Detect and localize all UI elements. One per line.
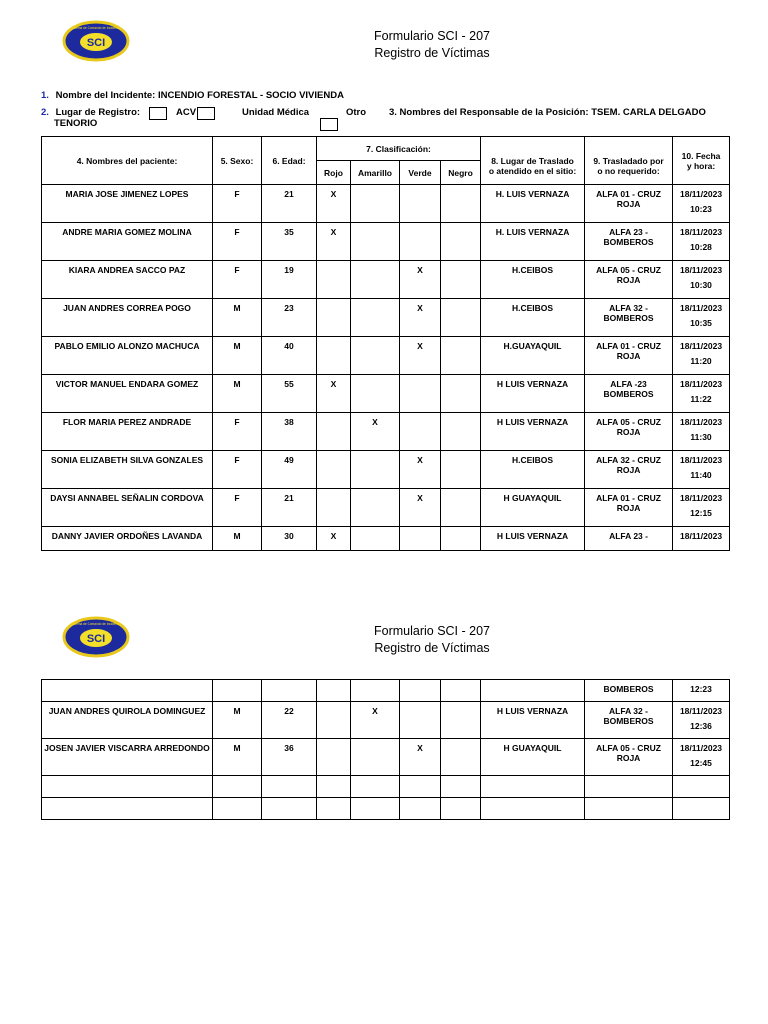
cell-sexo: F: [213, 413, 262, 451]
cell-amarillo: [351, 739, 400, 776]
cell-lugar: [481, 798, 585, 820]
sci-logo: [62, 20, 130, 62]
form-subtitle: Registro de Víctimas: [374, 641, 490, 655]
cell-trasladado: ALFA 05 - CRUZ ROJA: [585, 261, 673, 299]
cell-trasladado: ALFA 05 - CRUZ ROJA: [585, 739, 673, 776]
cell-nombre: JOSEN JAVIER VISCARRA ARREDONDO: [42, 739, 213, 776]
cell-hora: 11:40: [690, 470, 712, 480]
cell-verde: [400, 185, 441, 223]
cell-sexo: M: [213, 702, 262, 739]
cell-lugar: H.GUAYAQUIL: [481, 337, 585, 375]
cell-verde: X: [400, 451, 441, 489]
cell-fecha: 18/11/2023: [679, 341, 723, 351]
cell-amarillo: [351, 299, 400, 337]
cell-rojo: [317, 337, 351, 375]
col-amarillo-header: Amarillo: [351, 161, 400, 185]
cell-fecha-hora: [673, 299, 730, 337]
cell-trasladado: [585, 798, 673, 820]
cell-negro: [441, 451, 481, 489]
cell-edad: 36: [262, 739, 317, 776]
col-verde-header: Verde: [400, 161, 441, 185]
cell-nombre: JUAN ANDRES QUIROLA DOMINGUEZ: [42, 702, 213, 739]
cell-verde: [400, 375, 441, 413]
cell-lugar: [481, 680, 585, 702]
sci-logo: [62, 616, 130, 658]
cell-negro: [441, 702, 481, 739]
table-row: [42, 413, 730, 451]
cell-amarillo: [351, 375, 400, 413]
col-edad-header: 6. Edad:: [262, 137, 317, 185]
table-header-row: [42, 137, 730, 161]
cell-fecha: 18/11/2023: [679, 455, 723, 465]
cell-trasladado: [585, 776, 673, 798]
cell-trasladado: ALFA 32 - BOMBEROS: [585, 702, 673, 739]
cell-hora: 12:45: [690, 758, 712, 768]
cell-rojo: [317, 489, 351, 527]
cell-fecha-hora: [673, 776, 730, 798]
table-row: [42, 776, 730, 798]
cell-trasladado: ALFA 23 -: [585, 527, 673, 551]
cell-hora: 10:28: [690, 242, 712, 252]
cell-verde: X: [400, 337, 441, 375]
cell-lugar: H. LUIS VERNAZA: [481, 185, 585, 223]
cell-trasladado: ALFA -23 BOMBEROS: [585, 375, 673, 413]
cell-hora: 12:15: [690, 508, 712, 518]
cell-edad: [262, 776, 317, 798]
cell-amarillo: [351, 261, 400, 299]
table-row: [42, 798, 730, 820]
cell-sexo: F: [213, 223, 262, 261]
col-lugar-line1: 8. Lugar de Traslado: [491, 155, 574, 166]
acv-label: ACV: [176, 107, 197, 118]
cell-sexo: F: [213, 185, 262, 223]
cell-fecha: 18/11/2023: [679, 743, 723, 753]
cell-edad: 30: [262, 527, 317, 551]
incident-name: Nombre del Incidente: INCENDIO FORESTAL - SOCIO VIVIENDA: [55, 90, 344, 101]
cell-amarillo: [351, 451, 400, 489]
cell-nombre: DAYSI ANNABEL SEÑALIN CORDOVA: [42, 489, 213, 527]
cell-lugar: H LUIS VERNAZA: [481, 413, 585, 451]
cell-amarillo: [351, 798, 400, 820]
cell-sexo: F: [213, 451, 262, 489]
cell-nombre: [42, 776, 213, 798]
cell-sexo: [213, 680, 262, 702]
cell-verde: [400, 798, 441, 820]
table-row: [42, 337, 730, 375]
cell-trasladado: ALFA 01 - CRUZ ROJA: [585, 489, 673, 527]
cell-fecha: 18/11/2023: [679, 706, 723, 716]
cell-verde: X: [400, 489, 441, 527]
cell-fecha-hora: [673, 375, 730, 413]
cell-hora: 10:23: [690, 204, 712, 214]
cell-trasladado: ALFA 23 - BOMBEROS: [585, 223, 673, 261]
cell-nombre: VICTOR MANUEL ENDARA GOMEZ: [42, 375, 213, 413]
form-title: Formulario SCI - 207: [373, 624, 490, 638]
cell-amarillo: [351, 337, 400, 375]
cell-verde: [400, 413, 441, 451]
cell-sexo: [213, 776, 262, 798]
cell-fecha-hora: [673, 739, 730, 776]
col-lugar-line2: o atendido en el sitio:: [488, 165, 577, 176]
cell-rojo: [317, 798, 351, 820]
col-rojo-header: Rojo: [317, 161, 351, 185]
cell-lugar: H LUIS VERNAZA: [481, 527, 585, 551]
cell-amarillo: X: [351, 413, 400, 451]
field-number: 2.: [41, 107, 49, 118]
cell-nombre: JUAN ANDRES CORREA POGO: [42, 299, 213, 337]
cell-sexo: M: [213, 299, 262, 337]
cell-nombre: [42, 798, 213, 820]
cell-verde: [400, 776, 441, 798]
cell-negro: [441, 261, 481, 299]
cell-trasladado: BOMBEROS: [585, 680, 673, 702]
cell-lugar: H. LUIS VERNAZA: [481, 223, 585, 261]
cell-sexo: M: [213, 337, 262, 375]
cell-hora: 11:22: [690, 394, 712, 404]
cell-fecha-hora: [673, 527, 730, 551]
cell-amarillo: [351, 185, 400, 223]
cell-hora: 10:35: [690, 318, 712, 328]
logo-ring-text: Sistema de Comando de Incidentes: [70, 26, 122, 30]
col-lugar-header: [481, 137, 585, 185]
table-row: [42, 702, 730, 739]
cell-rojo: [317, 776, 351, 798]
cell-verde: [400, 223, 441, 261]
cell-rojo: [317, 739, 351, 776]
cell-negro: [441, 739, 481, 776]
cell-fecha-hora: [673, 798, 730, 820]
cell-edad: 38: [262, 413, 317, 451]
cell-fecha-hora: [673, 680, 730, 702]
cell-sexo: [213, 798, 262, 820]
cell-verde: [400, 680, 441, 702]
col-fecha-line2: y hora:: [686, 160, 716, 171]
cell-edad: 19: [262, 261, 317, 299]
cell-fecha: 18/11/2023: [679, 531, 723, 541]
cell-lugar: H.CEIBOS: [481, 451, 585, 489]
cell-negro: [441, 185, 481, 223]
cell-rojo: [317, 413, 351, 451]
col-fecha-line1: 10. Fecha: [681, 150, 721, 161]
cell-fecha: 18/11/2023: [679, 227, 723, 237]
cell-lugar: H.CEIBOS: [481, 299, 585, 337]
col-trasladado-line1: 9. Trasladado por: [593, 155, 664, 166]
cell-lugar: H GUAYAQUIL: [481, 739, 585, 776]
cell-fecha: 12:23: [690, 684, 712, 694]
cell-edad: [262, 798, 317, 820]
cell-fecha: 18/11/2023: [679, 417, 723, 427]
cell-negro: [441, 375, 481, 413]
cell-nombre: DANNY JAVIER ORDOÑES LAVANDA: [42, 527, 213, 551]
cell-negro: [441, 299, 481, 337]
cell-fecha: 18/11/2023: [679, 493, 723, 503]
cell-sexo: M: [213, 375, 262, 413]
cell-nombre: PABLO EMILIO ALONZO MACHUCA: [42, 337, 213, 375]
cell-trasladado: ALFA 32 - BOMBEROS: [585, 299, 673, 337]
field-number: 1.: [41, 90, 49, 101]
cell-amarillo: [351, 680, 400, 702]
cell-lugar: H LUIS VERNAZA: [481, 702, 585, 739]
cell-amarillo: X: [351, 702, 400, 739]
cell-nombre: [42, 680, 213, 702]
cell-rojo: X: [317, 223, 351, 261]
checkbox-unnamed[interactable]: [149, 107, 167, 120]
cell-verde: X: [400, 739, 441, 776]
logo-ring-text: Sistema de Comando de Incidentes: [70, 622, 122, 626]
cell-lugar: [481, 776, 585, 798]
col-sexo-header: 5. Sexo:: [213, 137, 262, 185]
cell-nombre: SONIA ELIZABETH SILVA GONZALES: [42, 451, 213, 489]
cell-verde: X: [400, 261, 441, 299]
cell-amarillo: [351, 776, 400, 798]
col-trasladado-line2: o no requerido:: [597, 165, 660, 176]
cell-edad: 55: [262, 375, 317, 413]
logo-text: SCI: [86, 37, 106, 49]
victims-table: [41, 136, 730, 551]
form-subtitle: Registro de Víctimas: [374, 46, 490, 60]
col-clasificacion-header: 7. Clasificación:: [317, 137, 481, 161]
cell-verde: [400, 527, 441, 551]
checkbox-otro[interactable]: [320, 118, 338, 131]
col-nombre-header: 4. Nombres del paciente:: [42, 137, 213, 185]
cell-edad: 49: [262, 451, 317, 489]
checkbox-acv[interactable]: [197, 107, 215, 120]
cell-edad: 35: [262, 223, 317, 261]
cell-fecha-hora: [673, 451, 730, 489]
cell-rojo: [317, 702, 351, 739]
table-row: [42, 261, 730, 299]
cell-fecha-hora: [673, 223, 730, 261]
cell-negro: [441, 489, 481, 527]
victims-table-continued: [41, 679, 730, 820]
cell-negro: [441, 413, 481, 451]
cell-sexo: F: [213, 261, 262, 299]
table-row: [42, 451, 730, 489]
cell-rojo: X: [317, 375, 351, 413]
cell-negro: [441, 337, 481, 375]
table-row: [42, 299, 730, 337]
cell-hora: 11:20: [690, 356, 712, 366]
cell-negro: [441, 527, 481, 551]
cell-fecha-hora: [673, 413, 730, 451]
cell-sexo: F: [213, 489, 262, 527]
cell-fecha-hora: [673, 337, 730, 375]
cell-trasladado: ALFA 01 - CRUZ ROJA: [585, 337, 673, 375]
cell-verde: X: [400, 299, 441, 337]
cell-edad: [262, 680, 317, 702]
cell-rojo: [317, 680, 351, 702]
responsable-label: 3. Nombres del Responsable de la Posición: TSEM. CARLA DELGADO: [389, 107, 706, 118]
cell-negro: [441, 798, 481, 820]
cell-hora: 12:36: [690, 721, 712, 731]
col-fecha-header: [673, 137, 730, 185]
col-trasladado-header: [585, 137, 673, 185]
cell-rojo: [317, 261, 351, 299]
col-negro-header: Negro: [441, 161, 481, 185]
cell-amarillo: [351, 489, 400, 527]
form-title-block: [312, 28, 552, 62]
cell-edad: 23: [262, 299, 317, 337]
cell-rojo: X: [317, 527, 351, 551]
cell-sexo: M: [213, 739, 262, 776]
cell-edad: 22: [262, 702, 317, 739]
cell-hora: 10:30: [690, 280, 712, 290]
lugar-registro-label: Lugar de Registro:: [55, 107, 141, 118]
cell-edad: 21: [262, 185, 317, 223]
cell-trasladado: ALFA 32 - CRUZ ROJA: [585, 451, 673, 489]
cell-fecha: 18/11/2023: [679, 189, 723, 199]
cell-amarillo: [351, 223, 400, 261]
registro-line: [41, 107, 140, 118]
cell-negro: [441, 680, 481, 702]
table-row: [42, 223, 730, 261]
cell-lugar: H LUIS VERNAZA: [481, 375, 585, 413]
unidad-medica-label: Unidad Médica: [242, 107, 310, 118]
cell-nombre: MARIA JOSE JIMENEZ LOPES: [42, 185, 213, 223]
incident-line: [41, 90, 344, 101]
logo-text: SCI: [86, 633, 106, 645]
cell-fecha-hora: [673, 261, 730, 299]
cell-fecha-hora: [673, 489, 730, 527]
cell-verde: [400, 702, 441, 739]
cell-fecha: 18/11/2023: [679, 265, 723, 275]
form-title-block-page2: [312, 623, 552, 657]
cell-negro: [441, 776, 481, 798]
responsable-continuation: TENORIO: [54, 118, 98, 129]
cell-trasladado: ALFA 05 - CRUZ ROJA: [585, 413, 673, 451]
table-row: [42, 489, 730, 527]
table-row: [42, 185, 730, 223]
cell-hora: 11:30: [690, 432, 712, 442]
cell-fecha-hora: [673, 185, 730, 223]
table-row: [42, 375, 730, 413]
form-title: Formulario SCI - 207: [373, 29, 490, 43]
cell-rojo: [317, 451, 351, 489]
cell-trasladado: ALFA 01 - CRUZ ROJA: [585, 185, 673, 223]
cell-rojo: [317, 299, 351, 337]
cell-negro: [441, 223, 481, 261]
cell-rojo: X: [317, 185, 351, 223]
cell-fecha: 18/11/2023: [679, 303, 723, 313]
cell-lugar: H GUAYAQUIL: [481, 489, 585, 527]
table-row: [42, 527, 730, 551]
table-row: [42, 739, 730, 776]
cell-fecha-hora: [673, 702, 730, 739]
cell-nombre: ANDRE MARIA GOMEZ MOLINA: [42, 223, 213, 261]
cell-amarillo: [351, 527, 400, 551]
cell-fecha: 18/11/2023: [679, 379, 723, 389]
table-row: [42, 680, 730, 702]
cell-nombre: KIARA ANDREA SACCO PAZ: [42, 261, 213, 299]
cell-sexo: M: [213, 527, 262, 551]
otro-label: Otro: [346, 107, 367, 118]
cell-edad: 40: [262, 337, 317, 375]
cell-lugar: H.CEIBOS: [481, 261, 585, 299]
cell-nombre: FLOR MARIA PEREZ ANDRADE: [42, 413, 213, 451]
cell-edad: 21: [262, 489, 317, 527]
